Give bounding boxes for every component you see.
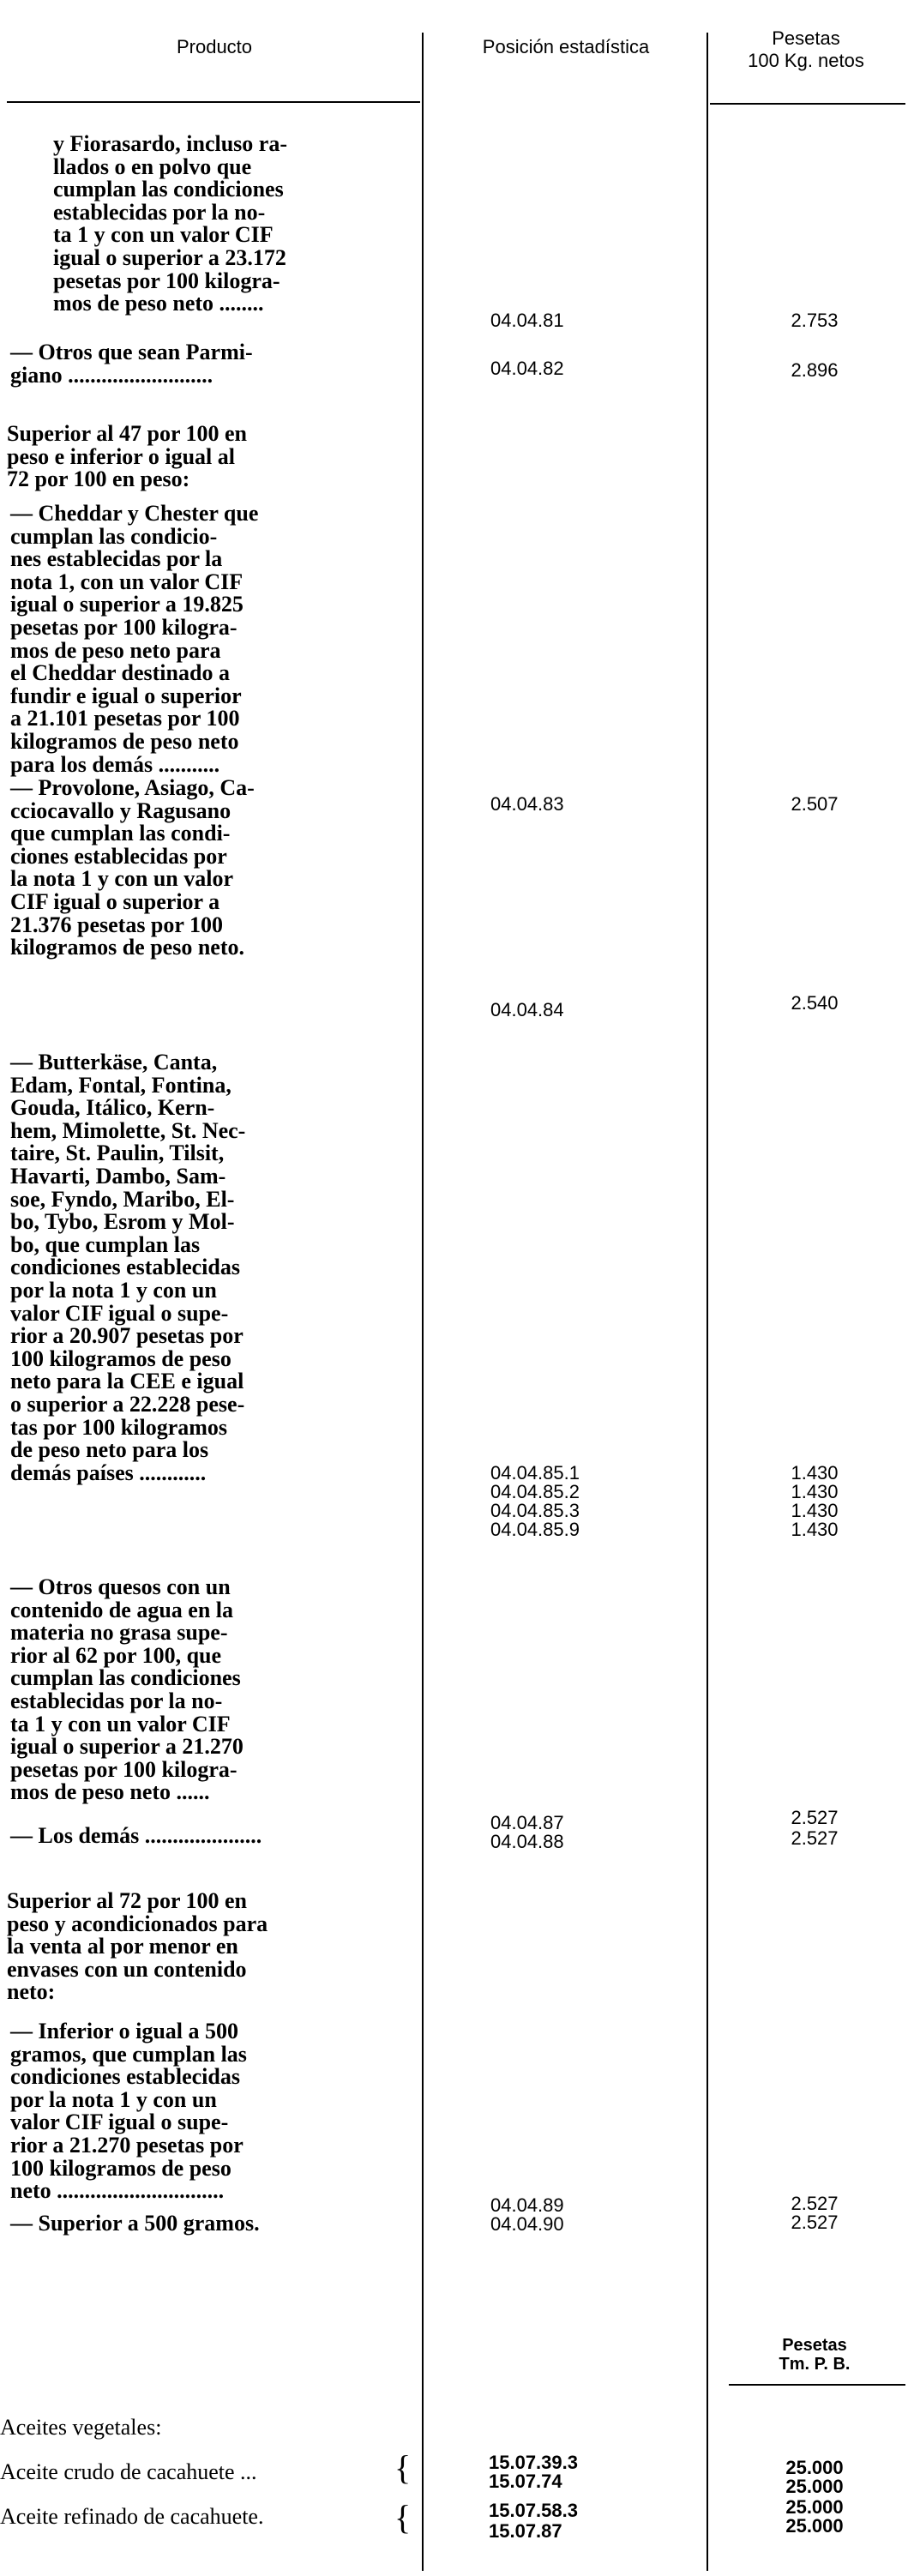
statistical-code: 04.04.85.3 (490, 1500, 580, 1521)
product-text: Aceite refinado de cacahuete. (0, 2504, 264, 2529)
price-value: 2.896 (791, 359, 839, 381)
statistical-code: 15.07.74 (489, 2471, 562, 2492)
statistical-code: 04.04.83 (490, 793, 564, 815)
statistical-code: 04.04.85.9 (490, 1519, 580, 1540)
statistical-code: 04.04.88 (490, 1831, 564, 1852)
statistical-code: 04.04.87 (490, 1812, 564, 1833)
price-value: 1.430 (791, 1462, 839, 1484)
product-text: — Otros quesos con un contenido de agua en la materia no grasa supe- rior al 62 por 100, que cumplan las condiciones establecidas por la no- ta 1 y con un valor CIF igual o superior a 21.270 pesetas por 100 kilogra- mos de peso neto ...... (10, 1574, 244, 1805)
product-text: — Otros que sean Parmi- giano .......................... (10, 340, 253, 388)
product-text: y Fiorasardo, incluso ra- llados o en polvo que cumplan las condiciones establecidas por la no- ta 1 y con un valor CIF igual o superior a 23.172 pesetas por 100 kilogra- mos de peso neto ........ (53, 131, 287, 316)
column-header-posicion: Posición estadística (482, 36, 650, 57)
header-rule-right (710, 103, 905, 105)
statistical-code: 15.07.87 (489, 2520, 562, 2542)
statistical-code: 04.04.84 (490, 999, 564, 1020)
header-rule (7, 101, 420, 103)
price-value: 2.527 (791, 2212, 839, 2233)
product-text: Aceite crudo de cacahuete ... (0, 2459, 257, 2484)
statistical-code: 15.07.39.3 (489, 2452, 578, 2473)
price-value: 2.527 (791, 1827, 839, 1849)
column-header-pesetas: Pesetas (772, 27, 840, 49)
section-heading: Superior al 47 por 100 en peso e inferior o igual al 72 por 100 en peso: (7, 421, 248, 492)
product-text: — Inferior o igual a 500 gramos, que cumplan las condiciones establecidas por la nota 1 y con un valor CIF igual o supe- rior a 21.270 pesetas por 100 kilogramos de peso neto .............................. (10, 2019, 247, 2204)
statistical-code: 04.04.81 (490, 310, 564, 331)
statistical-code: 04.04.90 (490, 2213, 564, 2235)
price-value: 25.000 (785, 2457, 844, 2478)
product-text: — Los demás ..................... (10, 1823, 262, 1848)
price-value: 2.540 (791, 992, 839, 1014)
statistical-code: 04.04.89 (490, 2194, 564, 2216)
brace: { (394, 2498, 412, 2537)
subheader-unit: Tm. P. B. (779, 2355, 851, 2374)
price-value: 2.527 (791, 2193, 839, 2214)
subheader-rule (729, 2384, 905, 2386)
price-value: 1.430 (791, 1519, 839, 1540)
statistical-code: 04.04.82 (490, 358, 564, 379)
product-text: — Superior a 500 gramos. (10, 2211, 260, 2236)
price-value: 25.000 (785, 2476, 844, 2497)
section-heading: Superior al 72 por 100 en peso y acondicionados para la venta al por menor en envases con un contenido neto: (7, 1888, 268, 2005)
subheader-pesetas: Pesetas (782, 2336, 847, 2355)
price-value: 25.000 (785, 2515, 844, 2537)
column-header-unit: 100 Kg. netos (748, 50, 864, 71)
column-header-producto: Producto (176, 36, 253, 57)
column-divider-left (422, 33, 424, 2571)
section-heading: Aceites vegetales: (0, 2415, 162, 2440)
price-value: 2.507 (791, 793, 839, 815)
price-value: 2.753 (791, 310, 839, 331)
price-value: 1.430 (791, 1481, 839, 1502)
column-divider-right (707, 33, 708, 2571)
product-text: — Butterkäse, Canta, Edam, Fontal, Fontina, Gouda, Itálico, Kern- hem, Mimolette, St. Nec- taire, St. Paulin, Tilsit, Havarti, Dambo, Sam- soe, Fyndo, Maribo, El- bo, Tybo, Esrom y Mol- bo, que cumplan las condiciones establecidas por la nota 1 y con un valor CIF igual o supe- rior a 20.907 pesetas por 100 kilogramos de peso neto para la CEE e igual o superior a 22.228 pese- tas por 100 kilogramos de peso neto para los demás países ............ (10, 1050, 246, 1485)
statistical-code: 04.04.85.1 (490, 1462, 580, 1484)
product-text: — Provolone, Asiago, Ca- cciocavallo y Ragusano que cumplan las condi- ciones establecidas por la nota 1 y con un valor CIF igual o superior a 21.376 pesetas por 100 kilogramos de peso neto. (10, 775, 255, 960)
brace: { (394, 2448, 412, 2487)
statistical-code: 04.04.85.2 (490, 1481, 580, 1502)
price-value: 1.430 (791, 1500, 839, 1521)
price-value: 2.527 (791, 1807, 839, 1828)
product-text: — Cheddar y Chester que cumplan las condicio- nes establecidas por la nota 1, con un valor CIF igual o superior a 19.825 pesetas por 100 kilogra- mos de peso neto para el Cheddar destinado a fundir e igual o superior a 21.101 pesetas por 100 kilogramos de peso neto para los demás ........... (10, 501, 259, 777)
statistical-code: 15.07.58.3 (489, 2500, 578, 2521)
price-value: 25.000 (785, 2496, 844, 2518)
